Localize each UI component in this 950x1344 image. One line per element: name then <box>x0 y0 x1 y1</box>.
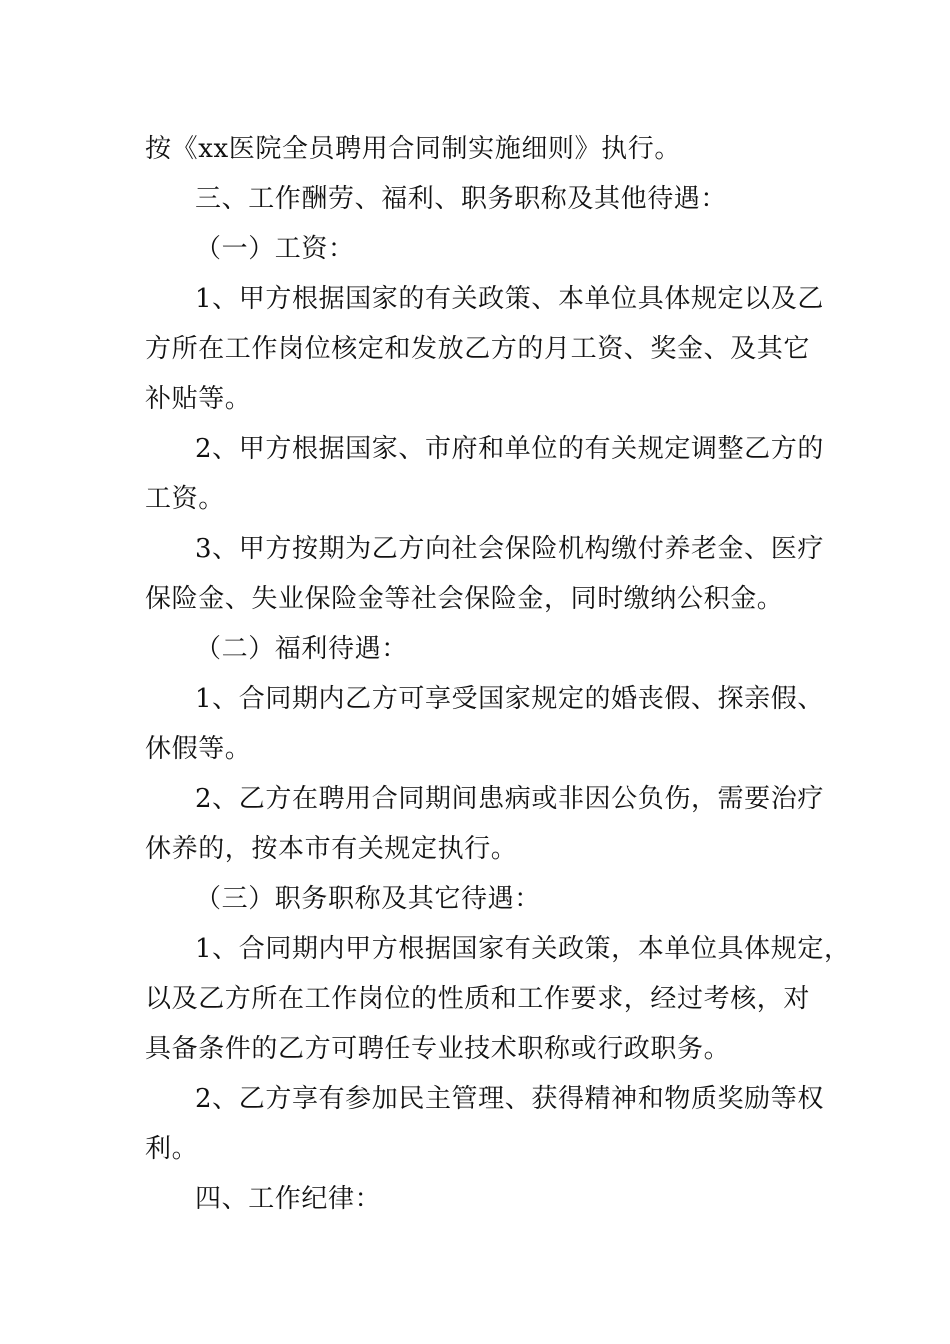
text-line-13: 休假等。 <box>145 734 252 764</box>
section-heading-4: 四、工作纪律： <box>195 1184 382 1214</box>
text-line-15: 休养的，按本市有关规定执行。 <box>145 834 518 864</box>
text-line-12: 1、合同期内乙方可享受国家规定的婚丧假、探亲假、 <box>195 684 824 714</box>
subsection-heading-titles: （三）职务职称及其它待遇： <box>195 884 541 914</box>
text-line-14: 2、乙方在聘用合同期间患病或非因公负伤，需要治疗 <box>195 784 824 814</box>
text-line-20: 2、乙方享有参加民主管理、获得精神和物质奖励等权 <box>195 1084 824 1114</box>
text-line-19: 具备条件的乙方可聘任专业技术职称或行政职务。 <box>145 1034 731 1064</box>
subsection-heading-welfare: （二）福利待遇： <box>195 634 408 664</box>
text-line-4: 1、甲方根据国家的有关政策、本单位具体规定以及乙 <box>195 284 824 314</box>
text-line-6: 补贴等。 <box>145 384 252 414</box>
text-line-8: 工资。 <box>145 484 225 514</box>
text-line-1: 按《xx医院全员聘用合同制实施细则》执行。 <box>145 134 681 164</box>
text-line-10: 保险金、失业保险金等社会保险金，同时缴纳公积金。 <box>145 584 784 614</box>
text-line-17: 1、合同期内甲方根据国家有关政策，本单位具体规定， <box>195 934 851 964</box>
subsection-heading-wages: （一）工资： <box>195 234 355 264</box>
text-line-21: 利。 <box>145 1134 199 1164</box>
section-heading-3: 三、工作酬劳、福利、职务职称及其他待遇： <box>195 184 728 214</box>
text-line-7: 2、甲方根据国家、市府和单位的有关规定调整乙方的 <box>195 434 824 464</box>
text-line-9: 3、甲方按期为乙方向社会保险机构缴付养老金、医疗 <box>195 534 824 564</box>
text-line-18: 以及乙方所在工作岗位的性质和工作要求，经过考核，对 <box>145 984 811 1014</box>
text-line-5: 方所在工作岗位核定和发放乙方的月工资、奖金、及其它 <box>145 334 811 364</box>
